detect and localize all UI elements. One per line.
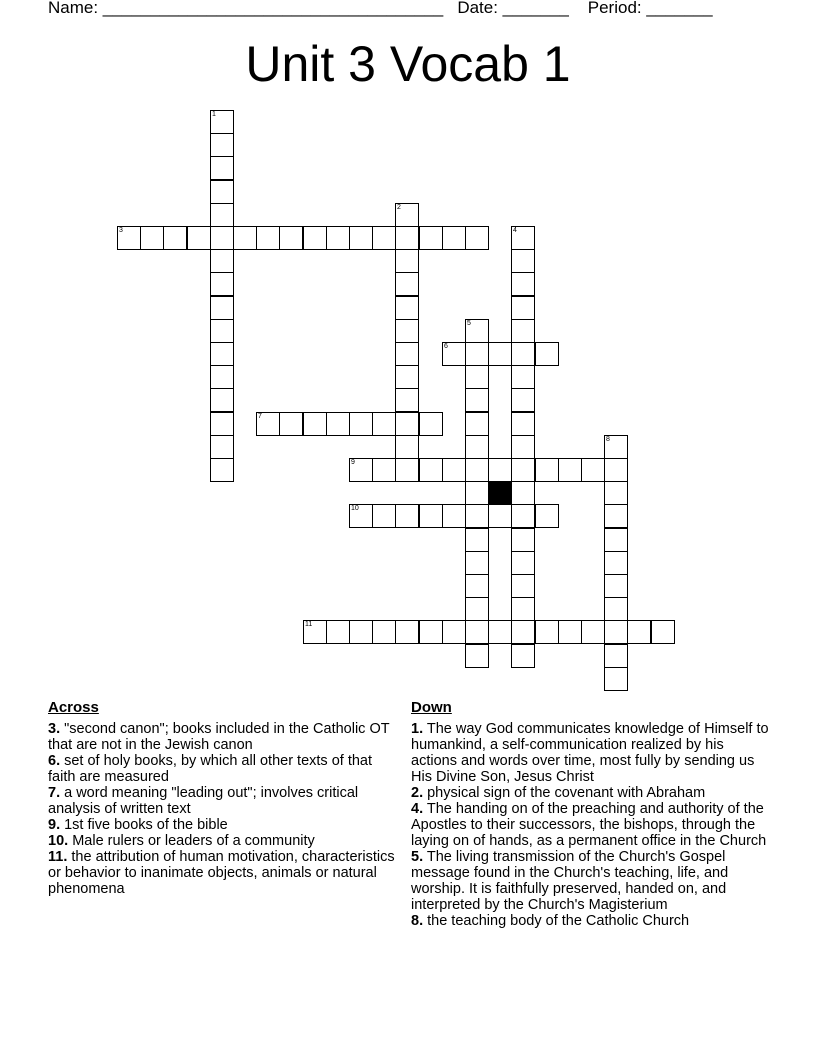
grid-cell[interactable]: [442, 458, 466, 482]
clue-number: 1.: [411, 721, 424, 737]
grid-cell[interactable]: [604, 574, 628, 598]
grid-cell[interactable]: [604, 667, 628, 691]
grid-cell[interactable]: [511, 249, 535, 273]
grid-cell[interactable]: [465, 551, 489, 575]
grid-cell[interactable]: [210, 180, 234, 204]
grid-cell[interactable]: [581, 620, 605, 644]
grid-cell[interactable]: [372, 620, 396, 644]
grid-cell[interactable]: [395, 365, 419, 389]
grid-cell[interactable]: [395, 620, 419, 644]
grid-cell[interactable]: [488, 504, 512, 528]
across-clues: [48, 700, 398, 897]
grid-cell[interactable]: [349, 620, 373, 644]
grid-cell[interactable]: [163, 226, 187, 250]
grid-cell[interactable]: [395, 458, 419, 482]
clue-number: 4: [513, 227, 517, 234]
clue-text: "second canon"; books included in the Catholic OT that are not in the Jewish canon: [48, 721, 390, 753]
grid-cell[interactable]: [465, 342, 489, 366]
grid-cell[interactable]: [187, 226, 211, 250]
grid-cell[interactable]: [395, 272, 419, 296]
grid-cell[interactable]: [535, 504, 559, 528]
grid-cell[interactable]: [651, 620, 675, 644]
clue-number: 6.: [48, 753, 61, 769]
grid-cell[interactable]: [465, 528, 489, 552]
down-heading: Down: [411, 699, 452, 716]
grid-cell[interactable]: [511, 388, 535, 412]
grid-cell[interactable]: [511, 551, 535, 575]
across-clue: [48, 721, 398, 753]
grid-cell[interactable]: [604, 644, 628, 668]
across-clue: [48, 833, 398, 849]
grid-cell[interactable]: [442, 504, 466, 528]
grid-cell[interactable]: [210, 365, 234, 389]
grid-cell[interactable]: [303, 620, 327, 644]
clue-number: 2: [397, 204, 401, 211]
grid-cell[interactable]: [535, 458, 559, 482]
clue-number: 3: [119, 227, 123, 234]
clue-number: 7: [258, 413, 262, 420]
across-clue: [48, 817, 398, 833]
grid-cell[interactable]: [558, 458, 582, 482]
across-clue: [48, 849, 398, 897]
clue-text: The way God communicates knowledge of Himself to humankind, a self-communication realized by his actions and words over time, most fully by sending us His Divine Son, Jesus Christ: [411, 721, 769, 785]
grid-cell[interactable]: [256, 226, 280, 250]
grid-cell[interactable]: [535, 620, 559, 644]
grid-cell[interactable]: [395, 296, 419, 320]
grid-cell[interactable]: [465, 504, 489, 528]
grid-cell[interactable]: [465, 435, 489, 459]
grid-cell[interactable]: [511, 620, 535, 644]
grid-cell[interactable]: [210, 296, 234, 320]
across-clue: [48, 785, 398, 817]
clue-text: Male rulers or leaders of a community: [68, 833, 315, 849]
grid-cell[interactable]: [395, 504, 419, 528]
black-cell: [488, 481, 512, 505]
across-clue: [48, 753, 398, 785]
grid-cell[interactable]: [604, 481, 628, 505]
clue-number: 8: [606, 436, 610, 443]
grid-cell[interactable]: [372, 458, 396, 482]
grid-cell[interactable]: [210, 133, 234, 157]
grid-cell[interactable]: [349, 504, 373, 528]
grid-cell[interactable]: [419, 504, 443, 528]
grid-cell[interactable]: [395, 226, 419, 250]
clue-text: physical sign of the covenant with Abraham: [423, 785, 706, 801]
grid-cell[interactable]: [233, 226, 257, 250]
grid-cell[interactable]: [604, 458, 628, 482]
down-clue: [411, 849, 771, 913]
grid-cell[interactable]: [511, 504, 535, 528]
grid-cell[interactable]: [465, 574, 489, 598]
grid-cell[interactable]: [465, 597, 489, 621]
grid-cell[interactable]: [210, 435, 234, 459]
grid-cell[interactable]: [210, 110, 234, 134]
clue-number: 2.: [411, 785, 424, 801]
grid-cell[interactable]: [511, 574, 535, 598]
grid-cell[interactable]: [465, 481, 489, 505]
grid-cell[interactable]: [210, 319, 234, 343]
down-clue: [411, 913, 771, 929]
grid-cell[interactable]: [395, 412, 419, 436]
clue-number: 11.: [48, 849, 68, 865]
grid-cell[interactable]: [581, 458, 605, 482]
grid-cell[interactable]: [326, 226, 350, 250]
grid-cell[interactable]: [419, 412, 443, 436]
grid-cell[interactable]: [442, 226, 466, 250]
grid-cell[interactable]: [604, 551, 628, 575]
grid-cell[interactable]: [511, 226, 535, 250]
grid-cell[interactable]: [465, 620, 489, 644]
grid-cell[interactable]: [349, 412, 373, 436]
grid-cell[interactable]: [395, 388, 419, 412]
grid-cell[interactable]: [372, 504, 396, 528]
clue-number: 8.: [411, 913, 424, 929]
grid-cell[interactable]: [465, 388, 489, 412]
grid-cell[interactable]: [395, 249, 419, 273]
grid-cell[interactable]: [604, 620, 628, 644]
clue-number: 7.: [48, 785, 61, 801]
grid-cell[interactable]: [511, 319, 535, 343]
down-clue: [411, 721, 771, 785]
grid-cell[interactable]: [488, 342, 512, 366]
grid-cell[interactable]: [210, 458, 234, 482]
grid-cell[interactable]: [117, 226, 141, 250]
grid-cell[interactable]: [558, 620, 582, 644]
grid-cell[interactable]: [419, 620, 443, 644]
grid-cell[interactable]: [395, 435, 419, 459]
clue-number: 5.: [411, 849, 424, 865]
grid-cell[interactable]: [395, 319, 419, 343]
clue-number: 1: [212, 111, 216, 118]
grid-cell[interactable]: [210, 388, 234, 412]
grid-cell[interactable]: [372, 412, 396, 436]
clue-text: The living transmission of the Church's Gospel message found in the Church's teaching, life, and worship. It is faithfully preserved, handed on, and interpreted by the Church's Magisterium: [411, 849, 729, 913]
down-clue: [411, 801, 771, 849]
grid-cell[interactable]: [465, 226, 489, 250]
grid-cell[interactable]: [442, 620, 466, 644]
clue-text: The handing on of the preaching and authority of the Apostles to their successors, the bishops, through the laying on of hands, as a permanent office in the Church: [411, 801, 767, 849]
grid-cell[interactable]: [511, 481, 535, 505]
grid-cell[interactable]: [465, 458, 489, 482]
clue-text: set of holy books, by which all other texts of that faith are measured: [48, 753, 373, 785]
grid-cell[interactable]: [511, 644, 535, 668]
clue-number: 9.: [48, 817, 61, 833]
clue-text: 1st five books of the bible: [60, 817, 228, 833]
grid-cell[interactable]: [372, 226, 396, 250]
clue-number: 4.: [411, 801, 424, 817]
grid-cell[interactable]: [511, 435, 535, 459]
grid-cell[interactable]: [210, 203, 234, 227]
grid-cell[interactable]: [279, 226, 303, 250]
grid-cell[interactable]: [604, 504, 628, 528]
grid-cell[interactable]: [465, 319, 489, 343]
across-heading: Across: [48, 699, 99, 716]
grid-cell[interactable]: [210, 249, 234, 273]
grid-cell[interactable]: [465, 412, 489, 436]
grid-cell[interactable]: [465, 644, 489, 668]
clue-number: 6: [444, 343, 448, 350]
grid-cell[interactable]: [511, 272, 535, 296]
grid-cell[interactable]: [511, 597, 535, 621]
grid-cell[interactable]: [210, 342, 234, 366]
clue-text: the attribution of human motivation, characteristics or behavior to inanimate objects, animals or natural phenomena: [48, 849, 395, 897]
grid-cell[interactable]: [465, 365, 489, 389]
clue-number: 10: [351, 505, 359, 512]
grid-cell[interactable]: [349, 226, 373, 250]
grid-cell[interactable]: [511, 528, 535, 552]
grid-cell[interactable]: [511, 296, 535, 320]
grid-cell[interactable]: [279, 412, 303, 436]
grid-cell[interactable]: [419, 458, 443, 482]
grid-cell[interactable]: [488, 458, 512, 482]
across-clue-list: [48, 721, 398, 897]
grid-cell[interactable]: [604, 435, 628, 459]
grid-cell[interactable]: [395, 203, 419, 227]
grid-cell[interactable]: [326, 412, 350, 436]
down-clue: [411, 785, 771, 801]
header-fields: Name: ____________________________________ Date: _______ Period: _______: [48, 0, 713, 17]
grid-cell[interactable]: [604, 597, 628, 621]
grid-cell[interactable]: [511, 342, 535, 366]
grid-cell[interactable]: [535, 342, 559, 366]
grid-cell[interactable]: [326, 620, 350, 644]
grid-cell[interactable]: [256, 412, 280, 436]
grid-cell[interactable]: [210, 412, 234, 436]
grid-cell[interactable]: [442, 342, 466, 366]
grid-cell[interactable]: [303, 226, 327, 250]
clue-number: 9: [351, 459, 355, 466]
grid-cell[interactable]: [627, 620, 651, 644]
grid-cell[interactable]: [210, 226, 234, 250]
grid-cell[interactable]: [604, 528, 628, 552]
down-clues: [411, 700, 771, 929]
grid-cell[interactable]: [395, 342, 419, 366]
clue-number: 11: [305, 621, 313, 628]
grid-cell[interactable]: [488, 620, 512, 644]
clue-text: the teaching body of the Catholic Church: [423, 913, 690, 929]
grid-cell[interactable]: [511, 365, 535, 389]
clue-number: 3.: [48, 721, 61, 737]
clue-number: 5: [467, 320, 471, 327]
grid-cell[interactable]: [140, 226, 164, 250]
down-clue-list: [411, 721, 771, 929]
grid-cell[interactable]: [419, 226, 443, 250]
grid-cell[interactable]: [511, 412, 535, 436]
page-title: Unit 3 Vocab 1: [245, 36, 571, 92]
grid-cell[interactable]: [511, 458, 535, 482]
grid-cell[interactable]: [210, 156, 234, 180]
clue-number: 10.: [48, 833, 69, 849]
grid-cell[interactable]: [349, 458, 373, 482]
grid-cell[interactable]: [210, 272, 234, 296]
clue-text: a word meaning "leading out"; involves critical analysis of written text: [48, 785, 359, 817]
grid-cell[interactable]: [303, 412, 327, 436]
